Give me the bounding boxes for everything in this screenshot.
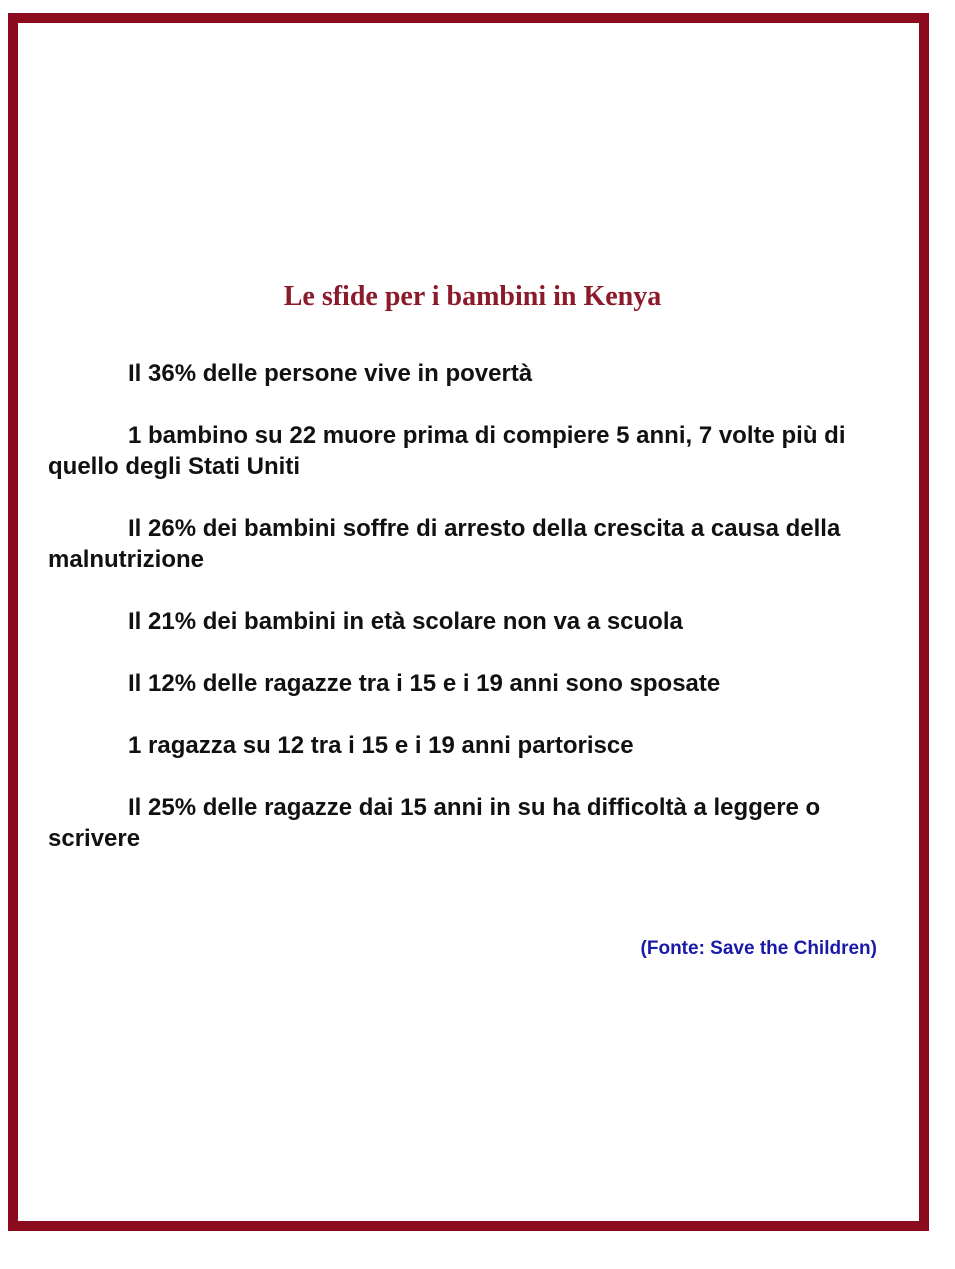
fact-child-mortality: 1 bambino su 22 muore prima di compiere 5 anni, 7 volte più di quello degli Stati Uniti — [48, 422, 846, 480]
fact-stunting: Il 26% dei bambini soffre di arresto della crescita a causa della malnutrizione — [48, 515, 841, 573]
document-title: Le sfide per i bambini in Kenya — [283, 281, 662, 312]
document-frame — [8, 13, 929, 1231]
fact-school: Il 21% dei bambini in età scolare non va a scuola — [128, 608, 683, 635]
fact-child-marriage: Il 12% delle ragazze tra i 15 e i 19 anni sono sposate — [128, 670, 721, 697]
fact-teen-births: 1 ragazza su 12 tra i 15 e i 19 anni partorisce — [128, 732, 634, 759]
fact-poverty: Il 36% delle persone vive in povertà — [128, 360, 533, 387]
fact-literacy: Il 25% delle ragazze dai 15 anni in su ha difficoltà a leggere o scrivere — [48, 794, 821, 852]
source-citation: (Fonte: Save the Children) — [640, 938, 877, 959]
